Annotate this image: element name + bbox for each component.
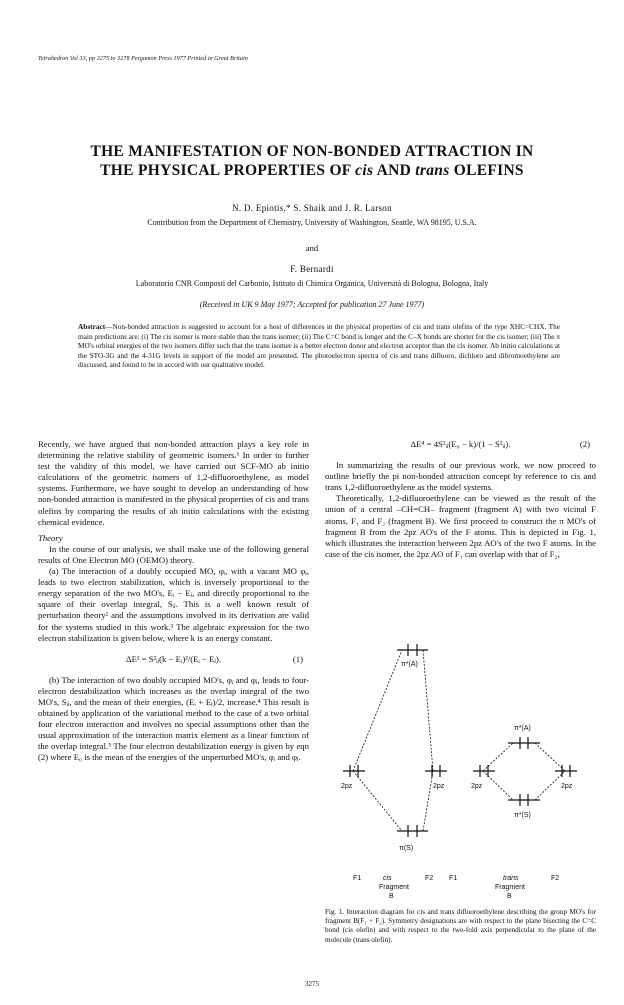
figure-1-interaction-diagram (325, 628, 596, 906)
title-line-2 (30, 161, 594, 180)
label-B-cis: B (389, 893, 394, 900)
left-column (38, 439, 309, 764)
title-line-1: THE MANIFESTATION OF NON-BONDED ATTRACTION IN (90, 143, 534, 160)
paper-title (30, 142, 594, 180)
and-separator: and (305, 243, 319, 253)
affiliation-2: Laboratorio CNR Composti del Carbonio, Istituto di Chimica Organica, Università di Bologna, Bologna, Italy (135, 279, 489, 288)
label-F1-trans: F1 (449, 875, 458, 882)
label-F2-cis: F2 (425, 875, 434, 882)
theory-heading: Theory (38, 532, 63, 543)
intro-paragraph: Recently, we have argued that non-bonded attraction plays a key role in determining the relative stability of geometric isomers.¹ In order to further test the validity of this model, we have carried out SCF-MO ab initio calculations of the geometric isomers of 1,2-difluoroethylene, as model systems. Furthermore, we have sought to develop an understanding of how non-bonded attraction is manifested in the physical properties of cis and trans olefins by comparing the results of ab initio calculations with the existing chemical evidence. (38, 439, 309, 527)
authors: N. D. Epiotis,* S. Shaik and J. R. Larson (232, 203, 392, 213)
title-end: OLEFINS (449, 162, 524, 179)
title-line-2-text: THE PHYSICAL PROPERTIES OF (100, 162, 356, 179)
title-trans: trans (415, 162, 450, 179)
abstract (78, 322, 560, 370)
figure-1-caption: Fig. 1. Interaction diagram for cis and trans difluoroethylene describing the group MO's for fragment B(F₁ + F₂). Symmetry designations are with respect to the plane bisecting the C=C bond (cis olefin) and with respect to the two-fold axis perpendicular to the plane of the molecule (trans olefin). (325, 908, 596, 944)
label-2p-4: 2pz (561, 783, 573, 790)
equation-1 (38, 654, 309, 665)
received-dates: (Received in UK 9 May 1977; Accepted for publication 27 June 1977) (199, 300, 425, 309)
abstract-label: Abstract (78, 322, 106, 331)
label-fragment-cis: Fragment (379, 884, 409, 891)
right-column (325, 439, 596, 560)
equation-2-text: ΔE⁴ = 4S²ᵢⱼ(E₀ − k)/(1 − S²ᵢⱼ). (410, 439, 511, 449)
journal-header: Tetrahedron Vol 33, pp 3275 to 3278 Pergamon Press 1977 Printed in Great Britain (38, 56, 248, 62)
label-piS-trans: π*(S) (514, 812, 531, 819)
theory-paragraph: In the course of our analysis, we shall make use of the following general results of One Electron MO (OEMO) theory. (38, 543, 309, 565)
label-B-trans: B (507, 893, 512, 900)
label-cis: cis (383, 875, 392, 882)
label-2p-2: 2pz (433, 783, 445, 790)
title-and: AND (373, 162, 416, 179)
equation-1-text: ΔE² = S²ᵢⱼ(k − Eᵢ)²/(Eᵢ − Eⱼ). (126, 653, 221, 664)
label-fragment-trans: Fragment (495, 884, 525, 891)
equation-2 (325, 439, 596, 450)
construction-paragraph: Theoretically, 1,2-difluoroethylene can be viewed as the result of the union of a central –CH=CH– fragment (fragment A) with two vicinal F atoms, F₁ and F₂ (fragment B). We first proceed to construct the π MO's of fragment B from the 2pz AO's of the F atoms. This is depicted in Fig. 1, which illustrates the interaction between 2pz AO's of the two F atoms. In the case of the cis isomer, the 2pz AO of F₁ can overlap with that of F₂, (325, 493, 596, 559)
page-number: 3275 (305, 980, 319, 988)
abstract-text: —Non-bonded attraction is suggested to account for a host of differences in the physical properties of cis and trans olefins of the type XHC=CHX. The main predictions are: (i) The cis isomer is more stable than the trans isomer; (ii) The C=C bond is longer and the C–X bonds are shorter for the cis isomer; (iii) The π MO's orbital energies of the two isomers differ such that the trans isomer is a better electron donor and electron acceptor than the cis isomer. Ab initio calculations at the STO-3G and the 4-31G levels in support of the model are presented. The photoelectron spectra of cis and trans difluoro, dichloro and dibromoethylene are discussed, and found to be in accord with our qualitative model. (78, 322, 560, 370)
author-2: F. Bernardi (290, 264, 334, 274)
label-F1-cis: F1 (353, 875, 362, 882)
equation-1-number: (1) (292, 653, 303, 664)
summary-paragraph: In summarizing the results of our previous work, we now proceed to outline briefly the pi non-bonded attraction concept by reference to cis and trans 1,2-difluoroethylene as the model systems. (325, 460, 596, 493)
label-piS-cis: π(S) (399, 845, 414, 852)
affiliation-1: Contribution from the Department of Chemistry, University of Washington, Seattle, WA 98195, U.S.A. (147, 218, 477, 227)
label-2p-1: 2pz (341, 783, 353, 790)
label-piA-trans: π*(A) (514, 725, 531, 732)
rule-a-paragraph: (a) The interaction of a doubly occupied MO, φᵢ, with a vacant MO φⱼ, leads to two electron stabilization, which is inversely proportional to the energy separation of the two MO's, Eᵢ − Eⱼ, and directly proportional to the square of their overlap integral, Sᵢⱼ. This is a well known result of perturbation theory² and the assumptions involved in its derivation are valid for the systems studied in this work.³ The algebraic expression for the two electron stabilization is given below, where k is an energy constant. (38, 566, 309, 643)
label-F2-trans: F2 (551, 875, 560, 882)
equation-2-number: (2) (579, 439, 590, 449)
title-cis: cis (355, 162, 374, 179)
label-2p-3: 2pz (471, 783, 483, 790)
rule-b-paragraph: (b) The interaction of two doubly occupied MO's, φᵢ and φⱼ, leads to four-electron destabilization which increases as the overlap integral of the two MO's, Sᵢⱼ, and the mean of their energies, (Eᵢ + Eⱼ)/2, increase.⁴ This result is obtained by application of the variational method to the case of a two orbital four electron interaction and involves no special assumptions other than the usual approximation of the interaction matrix element as a linear function of the overlap integral.⁵ The four electron destabilization energy is given by eqn (2) where E₀ is the mean of the energies of the unperturbed MO's, φᵢ and φⱼ. (38, 674, 309, 763)
label-piA-cis: π*(A) (401, 661, 418, 668)
label-trans: trans (503, 875, 519, 882)
